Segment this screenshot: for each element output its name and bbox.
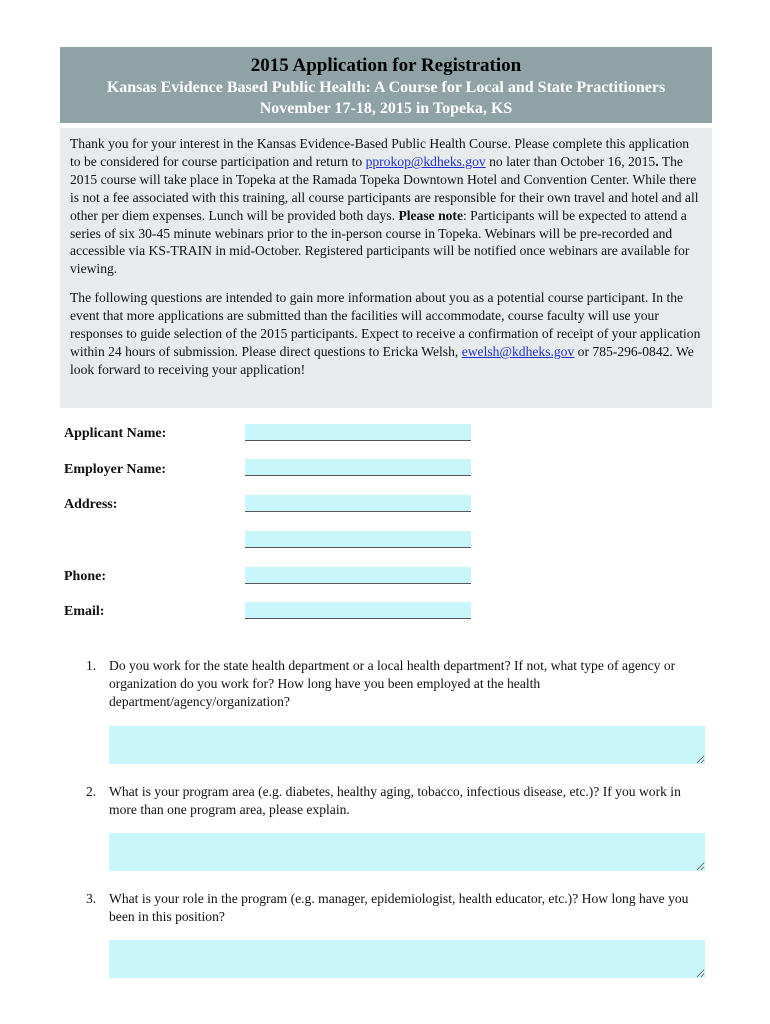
intro-text: . (655, 153, 659, 169)
form-title: 2015 Application for Registration (250, 55, 522, 76)
question-2 (86, 783, 701, 819)
intro-text: : Participants will be expected to attend a series of six 30-45 minute webinars prior to the in-person course in Topeka. Webinars will be pre-recorded and accessible via KS-TRAIN in mid-October. Registered participants will be notified once webinars are available for viewing. (70, 207, 690, 277)
address-line-2-input[interactable] (245, 531, 471, 548)
email-label: Email: (64, 604, 105, 619)
phone-label: Phone: (64, 569, 106, 584)
answer-3-textarea[interactable] (109, 940, 705, 978)
intro-text: The 2015 course will take place in Topeka at the Ramada Topeka Downtown Hotel and Convention Center. While there is not a fee associated with this training, all course participants are responsible for their own travel and hotel and all other per diem expenses. Lunch will be provided both days. (70, 153, 699, 223)
address-label: Address: (64, 497, 118, 512)
intro-paragraph-2 (70, 289, 702, 379)
course-date-location: November 17-18, 2015 in Topeka, KS (259, 100, 513, 117)
question-3 (86, 890, 701, 926)
question-text: Do you work for the state health department or a local health department? If not, what type of agency or organization do you work for? How long have you been employed at the health department/agency/organization? (109, 658, 676, 709)
intro-paragraph-1 (70, 135, 702, 278)
question-1 (86, 657, 701, 711)
contact-email-link-welsh[interactable]: ewelsh@kdheks.gov (461, 343, 575, 359)
intro-panel (60, 128, 712, 408)
please-note-label: Please note (398, 207, 463, 223)
question-number: 3. (86, 891, 97, 906)
question-number: 2. (86, 784, 97, 799)
intro-text: or 785-296-0842. We look forward to receiving your application! (70, 343, 694, 377)
email-input[interactable] (245, 602, 471, 619)
form-header (60, 47, 712, 123)
question-text: What is your program area (e.g. diabetes, healthy aging, tobacco, infectious disease, etc.)? If you work in more than one program area, please explain. (109, 784, 681, 817)
applicant-name-label: Applicant Name: (64, 426, 167, 441)
employer-name-label: Employer Name: (64, 462, 166, 477)
address-line-1-input[interactable] (245, 495, 471, 512)
question-text: What is your role in the program (e.g. manager, epidemiologist, health educator, etc.)? How long have you been in this position? (109, 891, 689, 924)
intro-text: Thank you for your interest in the Kansas Evidence-Based Public Health Course. Please complete this application to be considered for course participation and return to (70, 136, 690, 169)
intro-text: The following questions are intended to gain more information about you as a potential course participant. In the event that more applications are submitted than the facilities will accommodate, course faculty will use your responses to guide selection of the 2015 participants. Expect to receive a confirmation of receipt of your application within 24 hours of submission. Please direct questions to Ericka Welsh, (70, 290, 701, 359)
answer-2-textarea[interactable] (109, 833, 705, 871)
contact-email-link-prokop[interactable]: pprokop@kdheks.gov (365, 153, 486, 169)
answer-1-textarea[interactable] (109, 726, 705, 764)
course-title: Kansas Evidence Based Public Health: A Course for Local and State Practitioners (106, 79, 666, 96)
intro-text: no later than October 16, 2015 (485, 153, 656, 169)
employer-name-input[interactable] (245, 459, 471, 476)
phone-input[interactable] (245, 567, 471, 584)
applicant-name-input[interactable] (245, 424, 471, 441)
question-number: 1. (86, 658, 97, 673)
